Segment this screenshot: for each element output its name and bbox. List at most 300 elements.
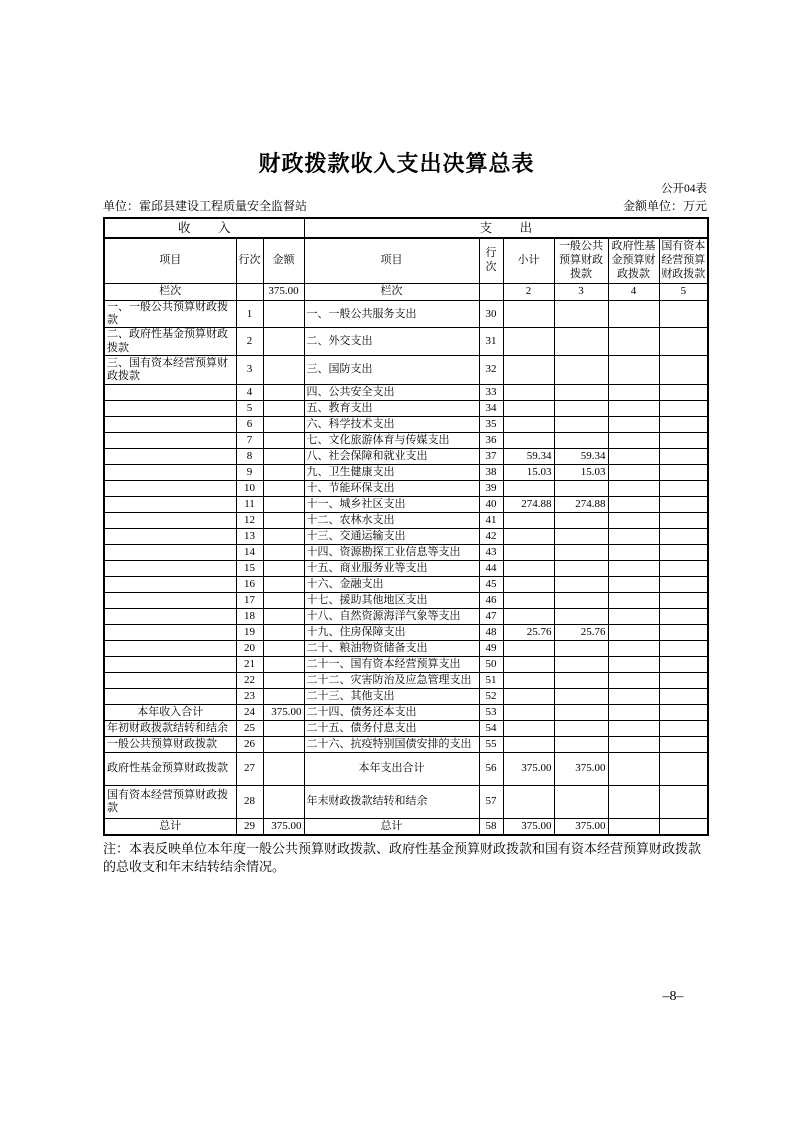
expense-general-budget-cell: 274.88: [554, 496, 608, 512]
expense-general-budget-cell: 59.34: [554, 448, 608, 464]
lanci-col-3: 3: [554, 284, 608, 301]
income-item-cell: [104, 528, 236, 544]
income-amount-cell: [263, 400, 304, 416]
expense-subtotal-cell: [503, 576, 554, 592]
income-item-cell: 国有资本经营预算财政拨款: [104, 785, 236, 818]
income-line-cell: 10: [236, 480, 263, 496]
income-line-cell: 4: [236, 384, 263, 400]
table-row: [104, 355, 708, 384]
expense-subtotal-cell: [503, 608, 554, 624]
income-item-cell: [104, 592, 236, 608]
expense-gov-fund-cell: [608, 624, 659, 640]
expense-item-cell: 十、节能环保支出: [304, 480, 479, 496]
expense-item-cell: 二十、粮油物资储备支出: [304, 640, 479, 656]
expense-gov-fund-cell: [608, 640, 659, 656]
income-amount-cell: [263, 480, 304, 496]
income-line-cell: 20: [236, 640, 263, 656]
income-lanci-amount: 375.00: [263, 284, 304, 301]
page-title: 财政拨款收入支出决算总表: [258, 151, 535, 176]
income-amount-cell: 375.00: [263, 818, 304, 835]
expense-item-cell: 本年支出合计: [304, 752, 479, 785]
expense-line-cell: 55: [479, 736, 503, 752]
column-header-row: [104, 238, 708, 284]
expense-gov-fund-cell: [608, 752, 659, 785]
expense-state-capital-cell: [659, 720, 708, 736]
expense-general-budget-cell: [554, 736, 608, 752]
expense-gov-fund-cell: [608, 416, 659, 432]
income-line-cell: 9: [236, 464, 263, 480]
income-amount-cell: [263, 576, 304, 592]
expense-gov-fund-cell: [608, 818, 659, 835]
expense-subtotal-cell: [503, 672, 554, 688]
table-row: [104, 785, 708, 818]
expense-item-cell: 二十六、抗疫特别国债安排的支出: [304, 736, 479, 752]
table-row: [104, 496, 708, 512]
expense-line-cell: 35: [479, 416, 503, 432]
income-item-cell: [104, 464, 236, 480]
income-amount-cell: [263, 464, 304, 480]
expense-state-capital-cell: [659, 785, 708, 818]
col-general-public-budget: 一般公共预算财政拨款: [554, 238, 608, 284]
income-item-cell: 二、政府性基金预算财政拨款: [104, 328, 236, 355]
expense-state-capital-cell: [659, 355, 708, 384]
expense-general-budget-cell: [554, 544, 608, 560]
table-row: [104, 688, 708, 704]
table-row: [104, 704, 708, 720]
income-line-cell: 24: [236, 704, 263, 720]
income-amount-cell: [263, 672, 304, 688]
income-item-cell: 政府性基金预算财政拨款: [104, 752, 236, 785]
expense-gov-fund-cell: [608, 448, 659, 464]
expense-gov-fund-cell: [608, 560, 659, 576]
expense-line-cell: 43: [479, 544, 503, 560]
expense-general-budget-cell: [554, 704, 608, 720]
expense-gov-fund-cell: [608, 328, 659, 355]
expense-general-budget-cell: [554, 355, 608, 384]
table-row: [104, 624, 708, 640]
income-line-cell: 5: [236, 400, 263, 416]
expense-general-budget-cell: [554, 640, 608, 656]
table-code: 公开04表: [661, 183, 707, 195]
expense-subtotal-cell: 25.76: [503, 624, 554, 640]
expense-line-cell: 40: [479, 496, 503, 512]
expense-state-capital-cell: [659, 592, 708, 608]
income-amount-cell: [263, 448, 304, 464]
expense-gov-fund-cell: [608, 301, 659, 328]
expense-subtotal-cell: [503, 432, 554, 448]
expense-state-capital-cell: [659, 688, 708, 704]
income-item-cell: [104, 640, 236, 656]
table-row: [104, 400, 708, 416]
expense-item-cell: 二十二、灾害防治及应急管理支出: [304, 672, 479, 688]
expense-subtotal-cell: [503, 785, 554, 818]
expense-state-capital-cell: [659, 544, 708, 560]
expense-section-label: 支出: [479, 220, 560, 235]
expense-item-cell: 十二、农林水支出: [304, 512, 479, 528]
expense-subtotal-cell: [503, 301, 554, 328]
expense-general-budget-cell: 25.76: [554, 624, 608, 640]
expense-item-cell: 二、外交支出: [304, 328, 479, 355]
expense-general-budget-cell: [554, 608, 608, 624]
income-line-cell: 25: [236, 720, 263, 736]
income-item-cell: [104, 656, 236, 672]
income-line-cell: 1: [236, 301, 263, 328]
income-item-cell: 本年收入合计: [104, 704, 236, 720]
table-row: [104, 512, 708, 528]
income-item-cell: [104, 448, 236, 464]
expense-subtotal-cell: 15.03: [503, 464, 554, 480]
expense-gov-fund-cell: [608, 528, 659, 544]
expense-state-capital-cell: [659, 818, 708, 835]
expense-line-cell: 48: [479, 624, 503, 640]
income-amount-cell: [263, 328, 304, 355]
expense-general-budget-cell: 375.00: [554, 818, 608, 835]
table-row: [104, 672, 708, 688]
expense-item-cell: 五、教育支出: [304, 400, 479, 416]
income-line-cell: 15: [236, 560, 263, 576]
expense-state-capital-cell: [659, 416, 708, 432]
income-lanci-label: 栏次: [104, 284, 236, 301]
expense-state-capital-cell: [659, 448, 708, 464]
income-line-cell: 8: [236, 448, 263, 464]
table-row: [104, 818, 708, 835]
income-item-cell: [104, 384, 236, 400]
income-line-cell: 28: [236, 785, 263, 818]
income-line-cell: 23: [236, 688, 263, 704]
expense-subtotal-cell: [503, 688, 554, 704]
income-amount-cell: [263, 720, 304, 736]
expense-subtotal-cell: [503, 355, 554, 384]
table-row: [104, 464, 708, 480]
expense-item-cell: 七、文化旅游体育与传媒支出: [304, 432, 479, 448]
income-amount-cell: [263, 624, 304, 640]
table-row: [104, 384, 708, 400]
expense-item-cell: 十七、援助其他地区支出: [304, 592, 479, 608]
income-line-cell: 27: [236, 752, 263, 785]
expense-general-budget-cell: [554, 560, 608, 576]
expense-subtotal-cell: [503, 560, 554, 576]
expense-gov-fund-cell: [608, 656, 659, 672]
table-row: [104, 448, 708, 464]
expense-item-cell: 十一、城乡社区支出: [304, 496, 479, 512]
expense-state-capital-cell: [659, 464, 708, 480]
expense-state-capital-cell: [659, 576, 708, 592]
income-amount-cell: [263, 656, 304, 672]
table-row: [104, 640, 708, 656]
expense-item-cell: 四、公共安全支出: [304, 384, 479, 400]
expense-line-cell: 56: [479, 752, 503, 785]
expense-state-capital-cell: [659, 400, 708, 416]
expense-line-cell: 49: [479, 640, 503, 656]
expense-gov-fund-cell: [608, 400, 659, 416]
income-line-cell: 16: [236, 576, 263, 592]
income-lanci-line: [236, 284, 263, 301]
expense-subtotal-cell: 375.00: [503, 818, 554, 835]
expense-item-cell: 十四、资源勘探工业信息等支出: [304, 544, 479, 560]
column-number-row: [104, 284, 708, 301]
expense-state-capital-cell: [659, 528, 708, 544]
expense-subtotal-cell: 59.34: [503, 448, 554, 464]
expense-general-budget-cell: [554, 592, 608, 608]
income-amount-cell: [263, 608, 304, 624]
income-item-cell: [104, 512, 236, 528]
expense-gov-fund-cell: [608, 785, 659, 818]
income-section-header: [104, 218, 304, 238]
expense-general-budget-cell: [554, 688, 608, 704]
expense-gov-fund-cell: [608, 432, 659, 448]
income-amount-cell: [263, 496, 304, 512]
expense-subtotal-cell: [503, 528, 554, 544]
expense-item-cell: 十三、交通运输支出: [304, 528, 479, 544]
table-row: [104, 656, 708, 672]
expense-line-cell: 53: [479, 704, 503, 720]
expense-subtotal-cell: [503, 704, 554, 720]
income-amount-cell: [263, 560, 304, 576]
expense-item-cell: 一、一般公共服务支出: [304, 301, 479, 328]
expense-gov-fund-cell: [608, 608, 659, 624]
expense-item-cell: 年末财政拨款结转和结余: [304, 785, 479, 818]
income-line-cell: 29: [236, 818, 263, 835]
expense-general-budget-cell: [554, 432, 608, 448]
income-amount-cell: [263, 301, 304, 328]
income-line-cell: 11: [236, 496, 263, 512]
col-expense-item: 项目: [304, 238, 479, 284]
expense-state-capital-cell: [659, 512, 708, 528]
expense-gov-fund-cell: [608, 576, 659, 592]
table-row: [104, 592, 708, 608]
income-amount-cell: [263, 355, 304, 384]
expense-state-capital-cell: [659, 608, 708, 624]
table-row: [104, 544, 708, 560]
income-line-cell: 18: [236, 608, 263, 624]
expense-line-cell: 32: [479, 355, 503, 384]
income-amount-cell: [263, 752, 304, 785]
expense-state-capital-cell: [659, 624, 708, 640]
table-row: [104, 720, 708, 736]
lanci-col-4: 4: [608, 284, 659, 301]
expense-subtotal-cell: [503, 384, 554, 400]
expense-line-cell: 47: [479, 608, 503, 624]
table-row: [104, 576, 708, 592]
expense-general-budget-cell: 15.03: [554, 464, 608, 480]
expense-line-cell: 52: [479, 688, 503, 704]
income-item-cell: 一般公共预算财政拨款: [104, 736, 236, 752]
income-item-cell: 一、一般公共预算财政拨款: [104, 301, 236, 328]
col-income-amount: 金额: [263, 238, 304, 284]
income-amount-cell: [263, 528, 304, 544]
income-item-cell: 总计: [104, 818, 236, 835]
income-line-cell: 12: [236, 512, 263, 528]
expense-line-cell: 36: [479, 432, 503, 448]
income-line-cell: 19: [236, 624, 263, 640]
expense-general-budget-cell: [554, 400, 608, 416]
expense-gov-fund-cell: [608, 736, 659, 752]
expense-general-budget-cell: [554, 384, 608, 400]
expense-line-cell: 42: [479, 528, 503, 544]
expense-state-capital-cell: [659, 704, 708, 720]
expense-line-cell: 41: [479, 512, 503, 528]
expense-subtotal-cell: [503, 328, 554, 355]
lanci-col-2: 2: [503, 284, 554, 301]
expense-lanci-label: 栏次: [304, 284, 479, 301]
expense-subtotal-cell: [503, 720, 554, 736]
expense-subtotal-cell: [503, 512, 554, 528]
expense-gov-fund-cell: [608, 704, 659, 720]
expense-line-cell: 44: [479, 560, 503, 576]
expense-item-cell: 十五、商业服务业等支出: [304, 560, 479, 576]
income-item-cell: [104, 480, 236, 496]
income-item-cell: 年初财政拨款结转和结余: [104, 720, 236, 736]
income-line-cell: 22: [236, 672, 263, 688]
expense-gov-fund-cell: [608, 512, 659, 528]
income-line-cell: 2: [236, 328, 263, 355]
income-amount-cell: [263, 592, 304, 608]
expense-general-budget-cell: [554, 576, 608, 592]
col-income-item: 项目: [104, 238, 236, 284]
expense-state-capital-cell: [659, 480, 708, 496]
expense-line-cell: 57: [479, 785, 503, 818]
expense-line-cell: 33: [479, 384, 503, 400]
expense-general-budget-cell: [554, 672, 608, 688]
expense-state-capital-cell: [659, 752, 708, 785]
expense-line-cell: 34: [479, 400, 503, 416]
amount-unit-label: 金额单位：万元: [622, 199, 707, 213]
table-row: [104, 560, 708, 576]
expense-subtotal-cell: [503, 544, 554, 560]
income-amount-cell: [263, 432, 304, 448]
expense-subtotal-cell: [503, 656, 554, 672]
income-item-cell: [104, 416, 236, 432]
expense-state-capital-cell: [659, 328, 708, 355]
expense-general-budget-cell: [554, 528, 608, 544]
content-area: [103, 181, 707, 876]
income-amount-cell: [263, 416, 304, 432]
expense-item-cell: 十六、金融支出: [304, 576, 479, 592]
table-row: [104, 328, 708, 355]
expense-line-cell: 51: [479, 672, 503, 688]
expense-state-capital-cell: [659, 640, 708, 656]
expense-gov-fund-cell: [608, 355, 659, 384]
expense-general-budget-cell: [554, 720, 608, 736]
expense-state-capital-cell: [659, 656, 708, 672]
income-amount-cell: [263, 640, 304, 656]
expense-item-cell: 二十三、其他支出: [304, 688, 479, 704]
income-item-cell: [104, 688, 236, 704]
expense-item-cell: 八、社会保障和就业支出: [304, 448, 479, 464]
unit-label: 单位：霍邱县建设工程质量安全监督站: [103, 199, 308, 213]
income-line-cell: 13: [236, 528, 263, 544]
expense-line-cell: 37: [479, 448, 503, 464]
expense-gov-fund-cell: [608, 496, 659, 512]
expense-gov-fund-cell: [608, 672, 659, 688]
expense-item-cell: 二十五、债务付息支出: [304, 720, 479, 736]
income-item-cell: [104, 608, 236, 624]
income-amount-cell: [263, 736, 304, 752]
income-section-label: 收入: [178, 220, 259, 235]
table-row: [104, 752, 708, 785]
lanci-col-5: 5: [659, 284, 708, 301]
expense-subtotal-cell: [503, 480, 554, 496]
expense-state-capital-cell: [659, 301, 708, 328]
section-header-row: [104, 218, 708, 238]
income-line-cell: 6: [236, 416, 263, 432]
expense-state-capital-cell: [659, 736, 708, 752]
expense-general-budget-cell: [554, 512, 608, 528]
income-line-cell: 14: [236, 544, 263, 560]
col-government-fund-budget: 政府性基金预算财政拨款: [608, 238, 659, 284]
income-item-cell: [104, 576, 236, 592]
col-state-capital-budget: 国有资本经营预算财政拨款: [659, 238, 708, 284]
expense-line-cell: 46: [479, 592, 503, 608]
income-item-cell: 三、国有资本经营预算财政拨款: [104, 355, 236, 384]
unit-line: [103, 198, 707, 215]
expense-gov-fund-cell: [608, 720, 659, 736]
table-note: 注：本表反映单位本年度一般公共预算财政拨款、政府性基金预算财政拨款和国有资本经营预算财政拨款的总收支和年末结转结余情况。: [103, 840, 702, 874]
expense-item-cell: 九、卫生健康支出: [304, 464, 479, 480]
expense-gov-fund-cell: [608, 688, 659, 704]
expense-general-budget-cell: [554, 328, 608, 355]
income-amount-cell: [263, 512, 304, 528]
table-body: [104, 301, 708, 835]
income-item-cell: [104, 400, 236, 416]
expense-section-header: [304, 218, 708, 238]
expense-gov-fund-cell: [608, 384, 659, 400]
income-item-cell: [104, 496, 236, 512]
expense-subtotal-cell: 375.00: [503, 752, 554, 785]
income-line-cell: 3: [236, 355, 263, 384]
income-item-cell: [104, 560, 236, 576]
expense-gov-fund-cell: [608, 544, 659, 560]
col-income-line: 行次: [236, 238, 263, 284]
income-amount-cell: [263, 785, 304, 818]
expense-line-cell: 50: [479, 656, 503, 672]
expense-gov-fund-cell: [608, 592, 659, 608]
table-row: [104, 416, 708, 432]
expense-state-capital-cell: [659, 432, 708, 448]
expense-state-capital-cell: [659, 560, 708, 576]
income-amount-cell: 375.00: [263, 704, 304, 720]
expense-line-cell: 38: [479, 464, 503, 480]
income-amount-cell: [263, 544, 304, 560]
income-line-cell: 7: [236, 432, 263, 448]
expense-subtotal-cell: [503, 400, 554, 416]
expense-item-cell: 二十四、债务还本支出: [304, 704, 479, 720]
expense-line-cell: 31: [479, 328, 503, 355]
income-item-cell: [104, 624, 236, 640]
expense-general-budget-cell: 375.00: [554, 752, 608, 785]
table-row: [104, 608, 708, 624]
expense-general-budget-cell: [554, 301, 608, 328]
expense-subtotal-cell: [503, 416, 554, 432]
expense-item-cell: 二十一、国有资本经营预算支出: [304, 656, 479, 672]
expense-subtotal-cell: [503, 592, 554, 608]
expense-item-cell: 总计: [304, 818, 479, 835]
income-amount-cell: [263, 688, 304, 704]
expense-item-cell: 十九、住房保障支出: [304, 624, 479, 640]
expense-line-cell: 39: [479, 480, 503, 496]
expense-subtotal-cell: 274.88: [503, 496, 554, 512]
table-row: [104, 432, 708, 448]
table-row: [104, 528, 708, 544]
expense-item-cell: 十八、自然资源海洋气象等支出: [304, 608, 479, 624]
expense-item-cell: 六、科学技术支出: [304, 416, 479, 432]
expense-state-capital-cell: [659, 496, 708, 512]
income-amount-cell: [263, 384, 304, 400]
fiscal-appropriation-table: [103, 217, 709, 836]
table-row: [104, 301, 708, 328]
expense-subtotal-cell: [503, 736, 554, 752]
income-line-cell: 21: [236, 656, 263, 672]
